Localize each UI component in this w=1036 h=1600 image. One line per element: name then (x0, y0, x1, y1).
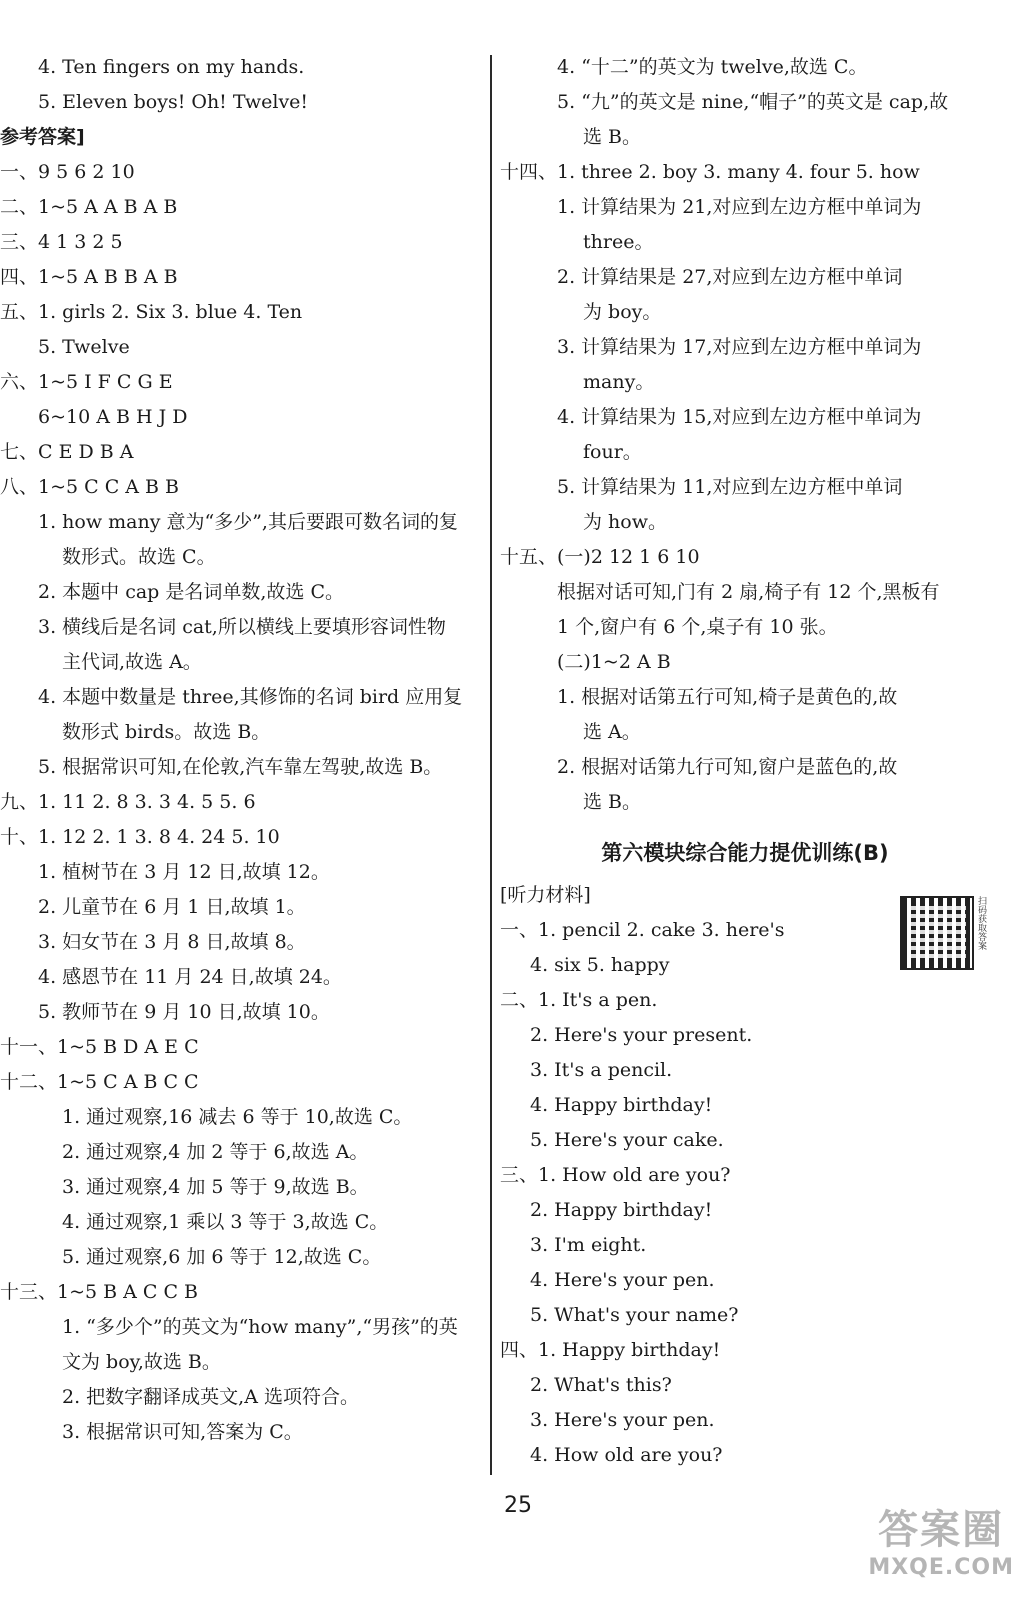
text-line: 4. 感恩节在 11 月 24 日,故填 24。 (38, 966, 342, 988)
text-line: 文为 boy,故选 B。 (62, 1351, 221, 1373)
text-line: 2. 通过观察,4 加 2 等于 6,故选 A。 (62, 1141, 369, 1163)
text-line: 4. “十二”的英文为 twelve,故选 C。 (557, 56, 868, 78)
text-line: 一、9 5 6 2 10 (0, 161, 135, 183)
answer-block-right (495, 50, 995, 820)
text-line: 2. Here's your present. (530, 1024, 753, 1046)
text-line: 4. Ten fingers on my hands. (38, 56, 305, 78)
text-line: 3. 通过观察,4 加 5 等于 9,故选 B。 (62, 1176, 369, 1198)
watermark-logo (868, 1498, 1014, 1580)
text-line: 二、1. It's a pen. (500, 989, 658, 1011)
text-line: 4. 本题中数量是 three,其修饰的名词 bird 应用复 (38, 686, 463, 708)
text-line: 五、1. girls 2. Six 3. blue 4. Ten (0, 301, 303, 323)
text-line: four。 (583, 441, 642, 463)
text-line: 3. 计算结果为 17,对应到左边方框中单词为 (557, 336, 922, 358)
text-line: 十四、1. three 2. boy 3. many 4. four 5. how (500, 161, 920, 183)
text-line: 六、1~5 I F C G E (0, 371, 173, 393)
watermark-line1: 答案圈 (878, 1507, 1005, 1553)
text-line: 1. 通过观察,16 减去 6 等于 10,故选 C。 (62, 1106, 413, 1128)
text-line: 2. 计算结果是 27,对应到左边方框中单词 (557, 266, 903, 288)
text-line: 4. Here's your pen. (530, 1269, 715, 1291)
text-line: 1. “多少个”的英文为“how many”,“男孩”的英 (62, 1316, 458, 1338)
text-line: 2. What's this? (530, 1374, 672, 1396)
page-number: 25 (504, 1493, 532, 1518)
text-line: 三、4 1 3 2 5 (0, 231, 123, 253)
text-line: 十一、1~5 B D A E C (0, 1036, 199, 1058)
text-line: 1. how many 意为“多少”,其后要跟可数名词的复 (38, 511, 458, 533)
text-line: 4. six 5. happy (530, 954, 670, 976)
text-line: 1. 植树节在 3 月 12 日,故填 12。 (38, 861, 330, 883)
text-line: 数形式 birds。故选 B。 (62, 721, 271, 743)
text-line: 2. 儿童节在 6 月 1 日,故填 1。 (38, 896, 306, 918)
text-line: 5. 根据常识可知,在伦敦,汽车靠左驾驶,故选 B。 (38, 756, 443, 778)
text-line: 2. 本题中 cap 是名词单数,故选 C。 (38, 581, 344, 603)
text-line: 3. I'm eight. (530, 1234, 647, 1256)
text-line: 1. 根据对话第五行可知,椅子是黄色的,故 (557, 686, 898, 708)
text-line: 十五、(一)2 12 1 6 10 (500, 546, 700, 568)
text-line: 三、1. How old are you? (500, 1164, 731, 1186)
text-line: 2. Happy birthday! (530, 1199, 713, 1221)
text-line: 3. 横线后是名词 cat,所以横线上要填形容词性物 (38, 616, 446, 638)
text-line: 主代词,故选 A。 (62, 651, 202, 673)
text-line: [听力材料] (500, 884, 591, 906)
text-line: 十三、1~5 B A C C B (0, 1281, 199, 1303)
text-line: 参考答案] (0, 126, 85, 148)
text-line: 6~10 A B H J D (38, 406, 188, 428)
text-line: 3. Here's your pen. (530, 1409, 715, 1431)
text-line: 为 boy。 (583, 301, 662, 323)
qr-code-icon[interactable] (900, 896, 974, 970)
text-line: 5. 教师节在 9 月 10 日,故填 10。 (38, 1001, 330, 1023)
text-line: 一、1. pencil 2. cake 3. here's (500, 919, 785, 941)
text-line: 4. Happy birthday! (530, 1094, 713, 1116)
text-line: 为 how。 (583, 511, 667, 533)
text-line: 5. Here's your cake. (530, 1129, 724, 1151)
text-line: 选 B。 (583, 126, 642, 148)
text-line: 5. 计算结果为 11,对应到左边方框中单词 (557, 476, 903, 498)
text-line: 选 A。 (583, 721, 641, 743)
text-line: three。 (583, 231, 654, 253)
text-line: many。 (583, 371, 655, 393)
text-line: 5. Eleven boys! Oh! Twelve! (38, 91, 309, 113)
column-divider (490, 55, 492, 1475)
text-line: 4. 通过观察,1 乘以 3 等于 3,故选 C。 (62, 1211, 389, 1233)
text-line: 2. 根据对话第九行可知,窗户是蓝色的,故 (557, 756, 898, 778)
text-line: 二、1~5 A A B A B (0, 196, 178, 218)
text-line: 1 个,窗户有 6 个,桌子有 10 张。 (557, 616, 838, 638)
text-line: 数形式。故选 C。 (62, 546, 216, 568)
text-line: 5. What's your name? (530, 1304, 739, 1326)
text-line: 选 B。 (583, 791, 642, 813)
qr-caption: 扫码获取答案 (976, 896, 986, 950)
text-line: 3. It's a pencil. (530, 1059, 673, 1081)
text-line: 5. Twelve (38, 336, 130, 358)
text-line: 八、1~5 C C A B B (0, 476, 180, 498)
right-column (495, 50, 995, 1473)
text-line: 十二、1~5 C A B C C (0, 1071, 199, 1093)
text-line: 根据对话可知,门有 2 扇,椅子有 12 个,黑板有 (557, 581, 940, 603)
section-title: 第六模块综合能力提优训练(B) (601, 841, 889, 865)
text-line: 七、C E D B A (0, 441, 134, 463)
text-line: 四、1~5 A B B A B (0, 266, 178, 288)
text-line: 1. 计算结果为 21,对应到左边方框中单词为 (557, 196, 922, 218)
text-line: 3. 妇女节在 3 月 8 日,故填 8。 (38, 931, 306, 953)
text-line: (二)1~2 A B (557, 651, 671, 673)
text-line: 4. How old are you? (530, 1444, 723, 1466)
text-line: 4. 计算结果为 15,对应到左边方框中单词为 (557, 406, 922, 428)
text-line: 九、1. 11 2. 8 3. 3 4. 5 5. 6 (0, 791, 256, 813)
left-column (0, 50, 490, 1450)
text-line: 2. 把数字翻译成英文,A 选项符合。 (62, 1386, 359, 1408)
watermark-line2: MXQE.COM (868, 1555, 1014, 1580)
text-line: 四、1. Happy birthday! (500, 1339, 721, 1361)
text-line: 3. 根据常识可知,答案为 C。 (62, 1421, 303, 1443)
text-line: 5. “九”的英文是 nine,“帽子”的英文是 cap,故 (557, 91, 949, 113)
text-line: 5. 通过观察,6 加 6 等于 12,故选 C。 (62, 1246, 382, 1268)
text-line: 十、1. 12 2. 1 3. 8 4. 24 5. 10 (0, 826, 280, 848)
